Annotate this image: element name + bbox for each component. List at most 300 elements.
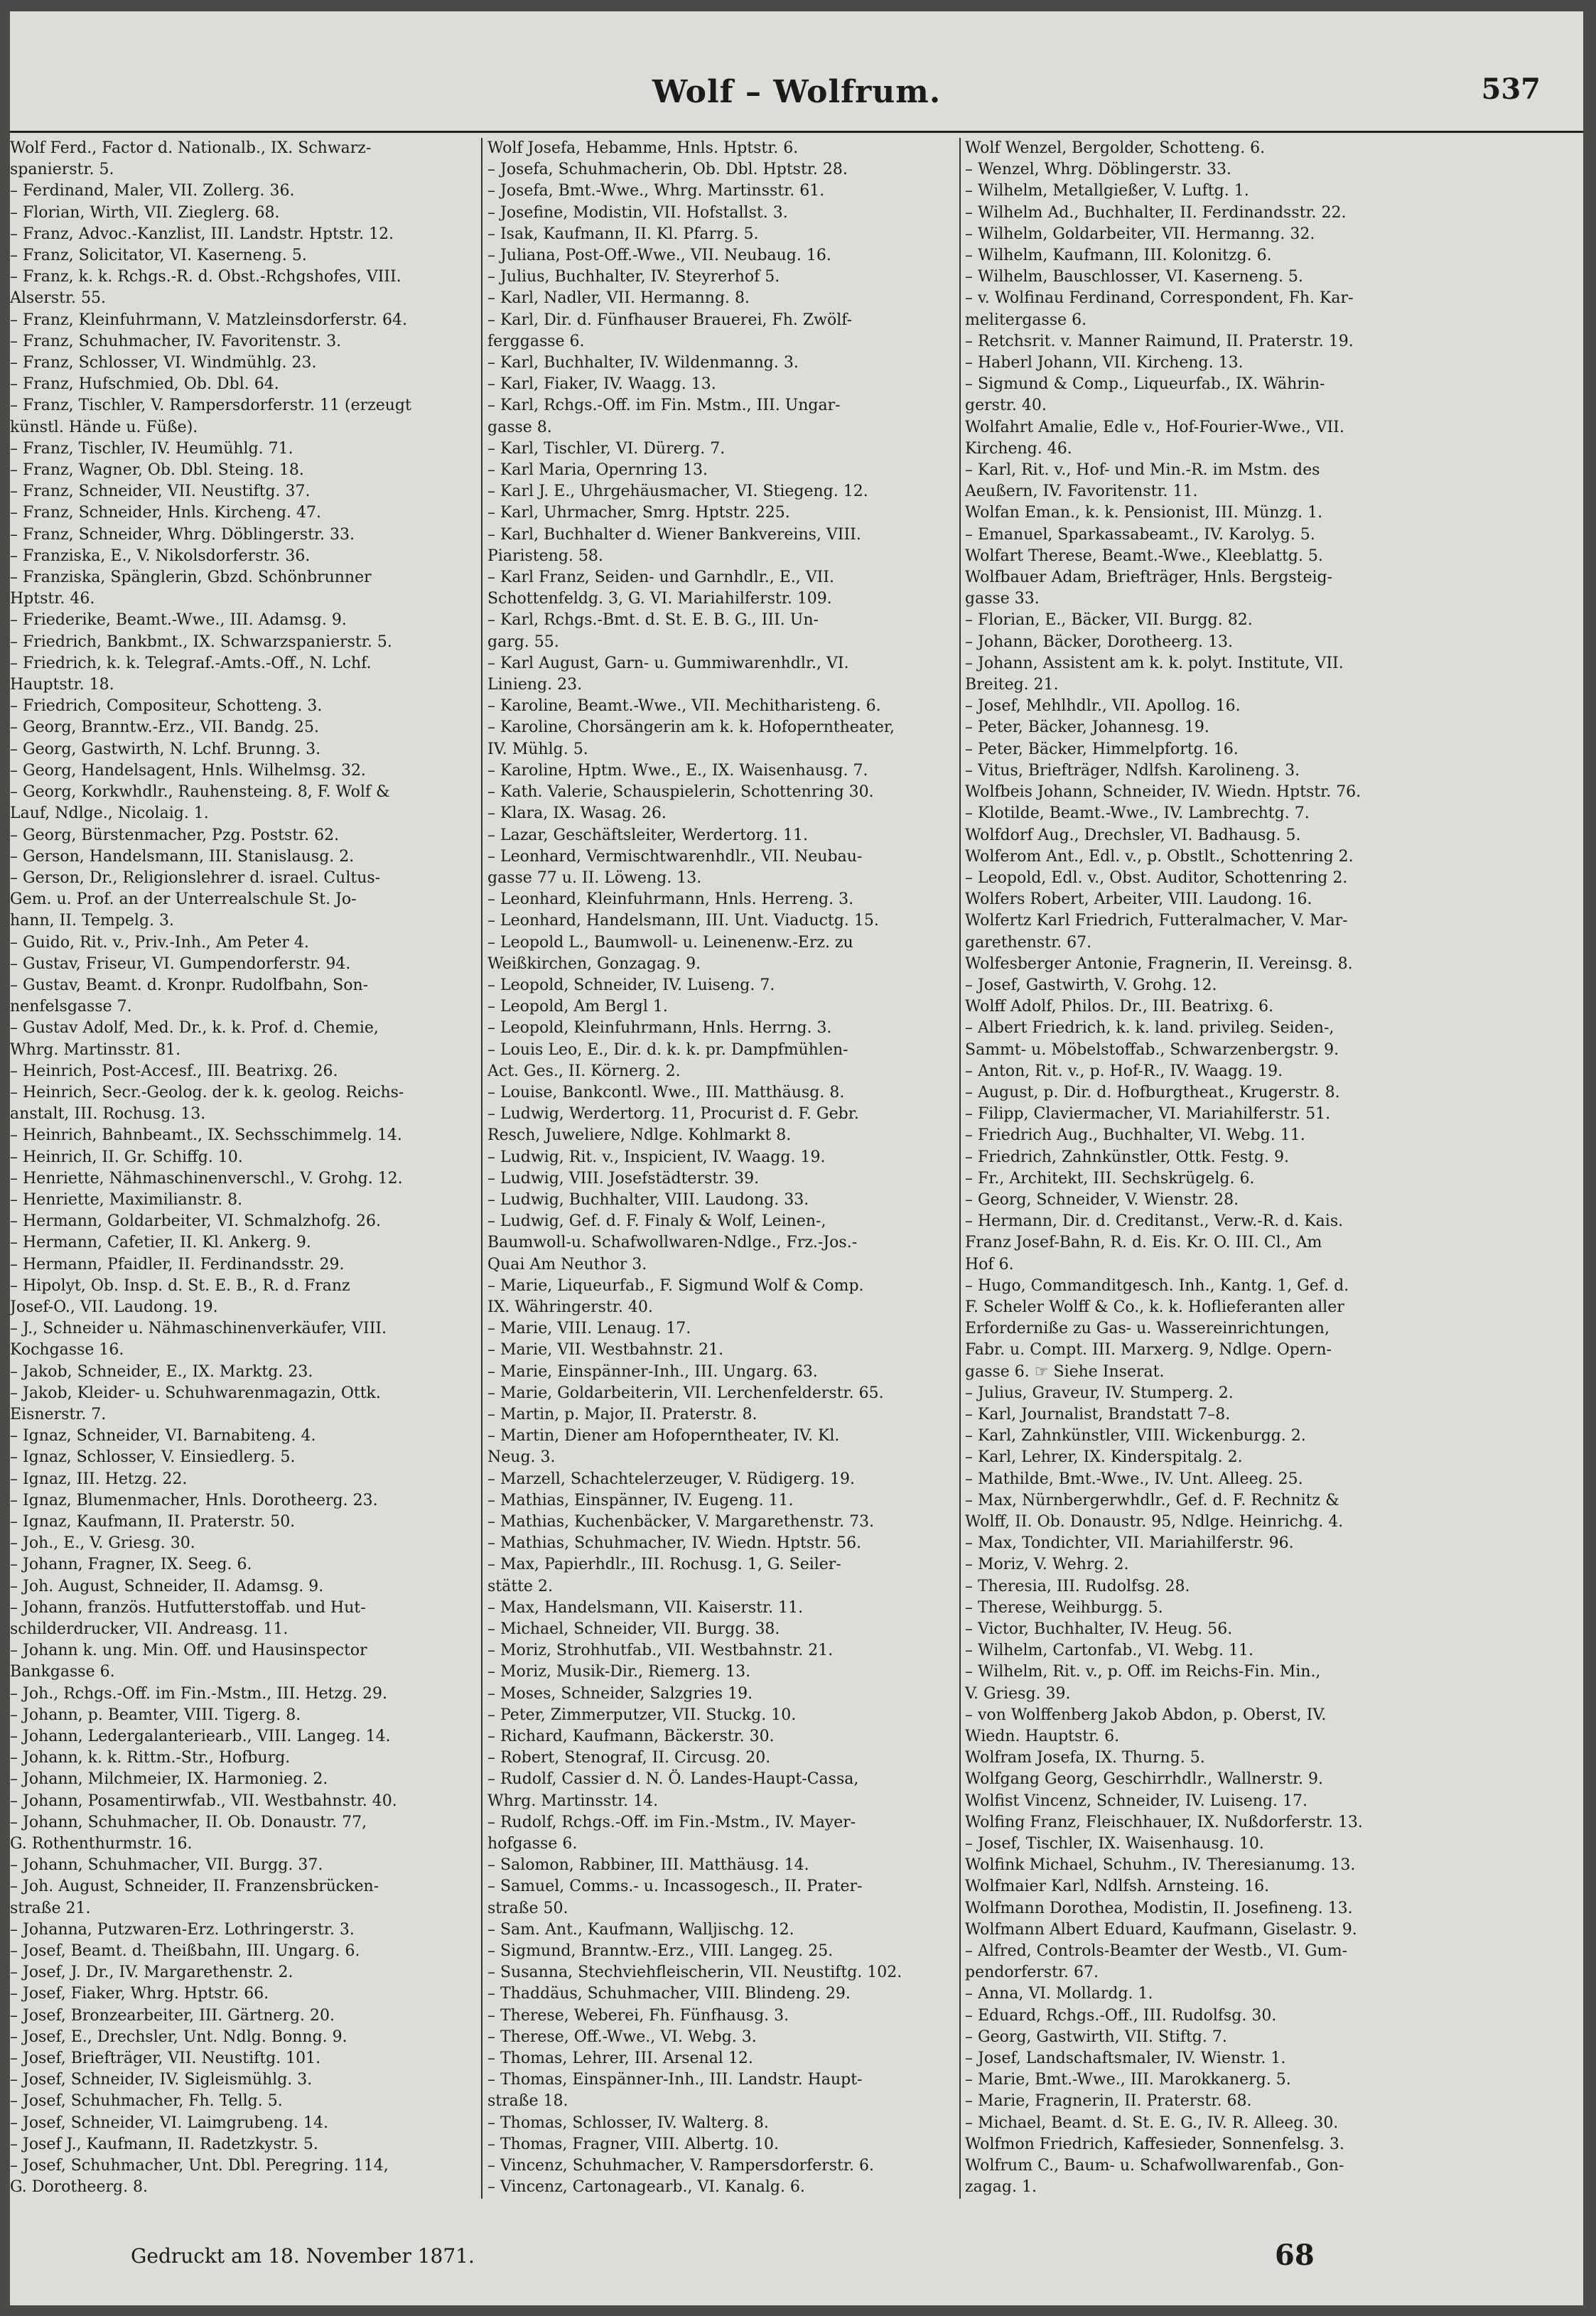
directory-entry: – Hugo, Commanditgesch. Inh., Kantg. 1, Gef. d. [965,1276,1349,1295]
directory-entry: – Heinrich, Post-Accesf., III. Beatrixg. 26. [10,1062,338,1080]
directory-entry: – Johann, Posamentirwfab., VII. Westbahnstr. 40. [10,1792,397,1810]
directory-entry: gasse 33. [965,590,1040,608]
directory-entry: – Leonhard, Handelsmann, III. Unt. Viaductg. 15. [487,912,879,930]
directory-entry: Neug. 3. [487,1448,556,1467]
directory-entry: Josef-O., VII. Laudong. 19. [10,1298,218,1316]
directory-entry: – Klara, IX. Wasag. 26. [487,804,667,823]
directory-entry: – Josef, Briefträger, VII. Neustiftg. 101. [10,2050,321,2068]
directory-entry: – Karl, Nadler, VII. Hermanng. 8. [487,289,750,308]
directory-entry: – Karl August, Garn- u. Gummiwarenhdlr., VI. [487,654,849,672]
directory-entry: – Filipp, Claviermacher, VI. Mariahilferstr. 51. [965,1105,1331,1124]
directory-entry: – Leonhard, Vermischtwarenhdlr., VII. Neubau- [487,847,863,866]
directory-entry: – Michael, Schneider, VII. Burgg. 38. [487,1620,780,1639]
directory-entry: – Georg, Bürstenmacher, Pzg. Poststr. 62. [10,826,340,844]
directory-entry: – Isak, Kaufmann, II. Kl. Pfarrg. 5. [487,225,759,243]
directory-entry: – Leopold, Kleinfuhrmann, Hnls. Herrng. 3. [487,1019,832,1038]
directory-entry: – Johann, Ledergalanteriearb., VIII. Langeg. 14. [10,1728,391,1746]
directory-entry: – Thomas, Schlosser, IV. Walterg. 8. [487,2113,769,2132]
directory-entry: – Ignaz, Schneider, VI. Barnabiteng. 4. [10,1427,316,1445]
page-title: Wolf – Wolfrum. [652,74,942,110]
directory-entry: zagag. 1. [965,2178,1037,2197]
directory-entry: – Vincenz, Cartonagearb., VI. Kanalg. 6. [487,2178,805,2197]
directory-entry: – Josef, Landschaftsmaler, IV. Wienstr. 1. [965,2050,1286,2068]
directory-entry: Kircheng. 46. [965,439,1072,458]
directory-entry: – Thomas, Lehrer, III. Arsenal 12. [487,2050,753,2068]
directory-entry: – J., Schneider u. Nähmaschinenverkäufer, VIII. [10,1320,387,1338]
directory-entry: – Rudolf, Rchgs.-Off. im Fin.-Mstm., IV. Mayer- [487,1813,856,1831]
column-divider [959,138,961,2199]
directory-entry: – Louis Leo, E., Dir. d. k. k. pr. Dampfmühlen- [487,1040,848,1059]
directory-entry: – Wilhelm, Cartonfab., VI. Webg. 11. [965,1642,1253,1660]
column-1 [10,138,476,2199]
directory-entry: garg. 55. [487,632,559,651]
directory-entry: – Josef, Gastwirth, V. Grohg. 12. [965,976,1217,994]
directory-entry: – Friederike, Beamt.-Wwe., III. Adamsg. 9. [10,611,347,630]
directory-entry: Aeußern, IV. Favoritenstr. 11. [965,483,1198,501]
directory-entry: – Julius, Graveur, IV. Stumperg. 2. [965,1384,1234,1402]
directory-entry: Alserstr. 55. [10,289,106,308]
column-3 [965,138,1576,2199]
directory-entry: – Moses, Schneider, Salzgries 19. [487,1684,753,1703]
directory-entry: Wolfbeis Johann, Schneider, IV. Wiedn. Hptstr. 76. [965,783,1362,802]
directory-entry: – Marie, Goldarbeiterin, VII. Lerchenfelderstr. 65. [487,1384,884,1402]
directory-entry: – Johann, Schuhmacher, II. Ob. Donaustr. 77, [10,1813,367,1831]
directory-entry: – Wilhelm, Bauschlosser, VI. Kaserneng. 5. [965,268,1303,286]
directory-entry: – Friedrich, Zahnkünstler, Ottk. Festg. 9. [965,1148,1289,1166]
directory-entry: gasse 8. [487,418,552,436]
directory-entry: – Josef, Schuhmacher, Unt. Dbl. Peregring. 114, [10,2157,389,2175]
directory-entry: Kochgasse 16. [10,1341,124,1359]
directory-entry: – Thaddäus, Schuhmacher, VIII. Blindeng. 29. [487,1985,851,2003]
directory-entry: – Josef, Fiaker, Whrg. Hptstr. 66. [10,1985,269,2003]
directory-entry: – Marie, Einspänner-Inh., III. Ungarg. 63. [487,1362,818,1381]
directory-entry: – Josef, Mehlhdlr., VII. Apollog. 16. [965,697,1241,716]
directory-entry: Whrg. Martinsstr. 14. [487,1792,659,1810]
directory-entry: – Josef, Schuhmacher, Fh. Tellg. 5. [10,2092,283,2111]
directory-entry: – Johann, Schuhmacher, VII. Burgg. 37. [10,1856,323,1875]
directory-entry: G. Rothenthurmstr. 16. [10,1835,193,1853]
directory-entry: – Franz, Hufschmied, Ob. Dbl. 64. [10,375,279,394]
header-rule [10,131,1583,133]
directory-entry: – Ignaz, Schlosser, V. Einsiedlerg. 5. [10,1448,296,1467]
directory-entry: – Louise, Bankcontl. Wwe., III. Matthäusg. 8. [487,1083,845,1102]
directory-entry: Wolfan Eman., k. k. Pensionist, III. Münzg. 1. [965,504,1323,522]
directory-entry: straße 50. [487,1899,568,1917]
directory-entry: – Ludwig, Gef. d. F. Finaly & Wolf, Leinen-, [487,1212,826,1231]
directory-entry: – Johanna, Putzwaren-Erz. Lothringerstr. 3. [10,1920,355,1939]
directory-entry: – Johann, Assistent am k. k. polyt. Institute, VII. [965,654,1344,672]
directory-entry: Hof 6. [965,1255,1014,1273]
directory-entry: – Georg, Handelsagent, Hnls. Wilhelmsg. 32. [10,761,366,780]
directory-entry: – von Wolffenberg Jakob Abdon, p. Oberst, IV. [965,1706,1327,1724]
directory-entry: – Wenzel, Whrg. Döblingerstr. 33. [965,161,1232,179]
directory-entry: – Susanna, Stechviehfleischerin, VII. Neustiftg. 102. [487,1964,902,1982]
directory-entry: – Klotilde, Beamt.-Wwe., IV. Lambrechtg. 7. [965,804,1310,823]
directory-page [10,11,1583,2305]
directory-entry: – Michael, Beamt. d. St. E. G., IV. R. Alleeg. 30. [965,2113,1339,2132]
directory-entry: – Gustav, Beamt. d. Kronpr. Rudolfbahn, Son- [10,976,369,994]
directory-entry: – Friedrich Aug., Buchhalter, VI. Webg. 11. [965,1126,1305,1145]
directory-entry: – Ludwig, Werdertorg. 11, Procurist d. F. Gebr. [487,1105,859,1124]
directory-entry: – Heinrich, Bahnbeamt., IX. Sechsschimmelg. 14. [10,1126,402,1145]
directory-entry: – Georg, Schneider, V. Wienstr. 28. [965,1190,1239,1209]
directory-entry: Wolfertz Karl Friedrich, Futteralmacher, V. Mar- [965,912,1348,930]
directory-entry: – Salomon, Rabbiner, III. Matthäusg. 14. [487,1856,809,1875]
directory-entry: – Johann, p. Beamter, VIII. Tigerg. 8. [10,1706,301,1724]
directory-entry: – Joh., Rchgs.-Off. im Fin.-Mstm., III. Hetzg. 29. [10,1684,387,1703]
directory-entry: – Friedrich, k. k. Telegraf.-Amts.-Off., N. Lchf. [10,654,372,672]
directory-entry: – Josef, E., Drechsler, Unt. Ndlg. Bonng. 9. [10,2027,347,2046]
directory-entry: melitergasse 6. [965,311,1087,329]
directory-entry: – Rudolf, Cassier d. N. Ö. Landes-Haupt-Cassa, [487,1770,859,1789]
directory-entry: Hauptstr. 18. [10,676,114,694]
directory-entry: – Josef, Schneider, IV. Sigleismühlg. 3. [10,2071,313,2089]
directory-entry: Wolfmon Friedrich, Kaffesieder, Sonnenfelsg. 3. [965,2135,1344,2153]
directory-entry: pendorferstr. 67. [965,1964,1099,1982]
directory-entry: – Guido, Rit. v., Priv.-Inh., Am Peter 4. [10,933,309,952]
directory-entry: – Karoline, Beamt.-Wwe., VII. Mechitharisteng. 6. [487,697,881,716]
directory-entry: – Johann, k. k. Rittm.-Str., Hofburg. [10,1749,291,1767]
directory-entry: – Marie, Liqueurfab., F. Sigmund Wolf & Comp. [487,1276,864,1295]
directory-entry: – Retchsrit. v. Manner Raimund, II. Praterstr. 19. [965,332,1354,350]
column-2 [487,138,954,2199]
directory-entry: – Mathilde, Bmt.-Wwe., IV. Unt. Alleeg. 25. [965,1470,1303,1488]
directory-entry: – Kath. Valerie, Schauspielerin, Schottenring 30. [487,783,874,802]
directory-entry: Wolferom Ant., Edl. v., p. Obstlt., Schottenring 2. [965,847,1354,866]
directory-entry: – Wilhelm, Metallgießer, V. Luftg. 1. [965,182,1249,200]
directory-entry: Wolfart Therese, Beamt.-Wwe., Kleeblattg. 5. [965,546,1323,565]
directory-entry: Schottenfeldg. 3, G. VI. Mariahilferstr. 109. [487,590,832,608]
directory-entry: Wolfmaier Karl, Ndlfsh. Arnsteing. 16. [965,1878,1270,1896]
directory-entry: Hptstr. 46. [10,590,95,608]
directory-entry: – Johann, Bäcker, Dorotheerg. 13. [965,632,1233,651]
directory-entry: Wolfers Robert, Arbeiter, VIII. Laudong. 16. [965,890,1312,909]
directory-entry: – Richard, Kaufmann, Bäckerstr. 30. [487,1728,775,1746]
directory-entry: – Wilhelm, Goldarbeiter, VII. Hermanng. 32. [965,225,1315,243]
directory-entry: – Wilhelm, Rit. v., p. Off. im Reichs-Fin. Min., [965,1663,1321,1681]
column-divider [481,138,482,2199]
directory-entry: – Josefa, Schuhmacherin, Ob. Dbl. Hptstr. 28. [487,161,848,179]
directory-entry: Wolff, II. Ob. Donaustr. 95, Ndlge. Heinrichg. 4. [965,1513,1344,1531]
directory-entry: Act. Ges., II. Körnerg. 2. [487,1062,681,1080]
page-header [10,11,1583,125]
directory-entry: – Leopold L., Baumwoll- u. Leinenenw.-Erz. zu [487,933,853,952]
directory-entry: Wolfesberger Antonie, Fragnerin, II. Vereinsg. 8. [965,954,1353,973]
directory-entry: – Leopold, Am Bergl 1. [487,998,668,1016]
directory-entry: Wolfmann Albert Eduard, Kaufmann, Giselastr. 9. [965,1920,1357,1939]
directory-entry: Wolfahrt Amalie, Edle v., Hof-Fourier-Wwe., VII. [965,418,1344,436]
directory-entry: – Gustav Adolf, Med. Dr., k. k. Prof. d. Chemie, [10,1019,379,1038]
directory-entry: – Mathias, Schuhmacher, IV. Wiedn. Hptstr. 56. [487,1534,862,1553]
directory-entry: – Thomas, Einspänner-Inh., III. Landstr. Haupt- [487,2071,863,2089]
directory-entry: – Anton, Rit. v., p. Hof-R., IV. Waagg. 19. [965,1062,1283,1080]
directory-entry: – Karl, Journalist, Brandstatt 7–8. [965,1405,1231,1423]
directory-entry: – Karoline, Chorsängerin am k. k. Hofoperntheater, [487,718,895,737]
directory-entry: – Florian, E., Bäcker, VII. Burgg. 82. [965,611,1253,630]
directory-entry: – Emanuel, Sparkassabeamt., IV. Karolyg. 5. [965,525,1315,544]
directory-entry: G. Dorotheerg. 8. [10,2178,149,2197]
directory-entry: – Vitus, Briefträger, Ndlfsh. Karolineng. 3. [965,761,1300,780]
directory-entry: Wolfbauer Adam, Briefträger, Hnls. Bergsteig- [965,569,1333,587]
directory-entry: – Franz, Schneider, Hnls. Kircheng. 47. [10,504,322,522]
directory-entry: – Hermann, Pfaidler, II. Ferdinandsstr. 29. [10,1255,345,1273]
directory-entry: – Karl, Tischler, VI. Dürerg. 7. [487,439,726,458]
directory-entry: – Franz, Tischler, IV. Heumühlg. 71. [10,439,293,458]
directory-entry: – Karl Maria, Opernring 13. [487,461,708,480]
directory-entry: Wolfmann Dorothea, Modistin, II. Josefineng. 13. [965,1899,1353,1917]
directory-entry: – Therese, Weihburgg. 5. [965,1598,1163,1617]
directory-entry: – Karl J. E., Uhrgehäusmacher, VI. Stiegeng. 12. [487,483,868,501]
directory-entry: ferggasse 6. [487,332,585,350]
directory-entry: – Karl, Lehrer, IX. Kinderspitalg. 2. [965,1448,1243,1467]
directory-entry: Wolfram Josefa, IX. Thurng. 5. [965,1749,1205,1767]
directory-entry: – Theresia, III. Rudolfsg. 28. [965,1577,1190,1595]
directory-entry: – Friedrich, Bankbmt., IX. Schwarzspanierstr. 5. [10,632,392,651]
directory-entry: – Mathias, Einspänner, IV. Eugeng. 11. [487,1491,794,1509]
directory-entry: Sammt- u. Möbelstoffab., Schwarzenbergstr. 9. [965,1040,1339,1059]
directory-entry: – Victor, Buchhalter, IV. Heug. 56. [965,1620,1233,1639]
directory-entry: – Johann, französ. Hutfutterstoffab. und Hut- [10,1598,366,1617]
directory-entry: – Fr., Architekt, III. Sechskrügelg. 6. [965,1169,1255,1187]
page-footer [10,2236,1583,2285]
directory-entry: Baumwoll-u. Schafwollwaren-Ndlge., Frz.-Jos.- [487,1234,858,1252]
directory-entry: – Max, Tondichter, VII. Mariahilferstr. 96. [965,1534,1294,1553]
directory-entry: hofgasse 6. [487,1835,578,1853]
directory-entry: – Heinrich, II. Gr. Schiffg. 10. [10,1148,243,1166]
directory-entry: Wolfink Michael, Schuhm., IV. Theresianumg. 13. [965,1856,1356,1875]
directory-entry: – Franz, Advoc.-Kanzlist, III. Landstr. Hptstr. 12. [10,225,394,243]
directory-entry: – Mathias, Kuchenbäcker, V. Margarethenstr. 73. [487,1513,875,1531]
directory-entry: – August, p. Dir. d. Hofburgtheat., Krugerstr. 8. [965,1083,1340,1102]
directory-entry: – Florian, Wirth, VII. Zieglerg. 68. [10,203,280,222]
directory-entry: Wolfgang Georg, Geschirrhdlr., Wallnerstr. 9. [965,1770,1324,1789]
directory-entry: – Karl, Uhrmacher, Smrg. Hptstr. 225. [487,504,790,522]
directory-entry: – Georg, Gastwirth, N. Lchf. Brunng. 3. [10,740,321,758]
directory-entry: Lauf, Ndlge., Nicolaig. 1. [10,804,209,823]
directory-entry: – Ferdinand, Maler, VII. Zollerg. 36. [10,182,295,200]
directory-entry: – Franz, Schuhmacher, IV. Favoritenstr. 3. [10,332,342,350]
directory-entry: – Karl, Rchgs.-Bmt. d. St. E. B. G., III. Un- [487,611,819,630]
directory-entry: – Karl, Dir. d. Fünfhauser Brauerei, Fh. Zwölf- [487,311,853,329]
directory-entry: – Franz, Schneider, VII. Neustiftg. 37. [10,483,311,501]
directory-entry: – Anna, VI. Mollardg. 1. [965,1985,1153,2003]
directory-entry: – Johann, Milchmeier, IX. Harmonieg. 2. [10,1770,328,1789]
directory-entry: – Gerson, Dr., Religionslehrer d. israel. Cultus- [10,868,381,887]
directory-entry: – Johann, Fragner, IX. Seeg. 6. [10,1556,252,1574]
directory-entry: – Joh., E., V. Griesg. 30. [10,1534,195,1553]
directory-entry: – Franz, k. k. Rchgs.-R. d. Obst.-Rchgshofes, VIII. [10,268,401,286]
directory-entry: – Ignaz, Kaufmann, II. Praterstr. 50. [10,1513,296,1531]
directory-entry: Wolf Josefa, Hebamme, Hnls. Hptstr. 6. [487,139,799,157]
directory-entry: – Franz, Schlosser, VI. Windmühlg. 23. [10,354,317,372]
directory-entry: – Joh. August, Schneider, II. Adamsg. 9. [10,1577,324,1595]
directory-entry: – Moriz, Musik-Dir., Riemerg. 13. [487,1663,751,1681]
directory-entry: Linieng. 23. [487,676,583,694]
directory-entry: – Wilhelm, Kaufmann, III. Kolonitzg. 6. [965,247,1272,265]
directory-entry: – Gerson, Handelsmann, III. Stanislausg. 2. [10,847,355,866]
directory-entry: – Peter, Bäcker, Johannesg. 19. [965,718,1209,737]
directory-entry: garethenstr. 67. [965,933,1092,952]
directory-entry: – Leopold, Schneider, IV. Luiseng. 7. [487,976,775,994]
directory-entry: – Martin, Diener am Hofoperntheater, IV. Kl. [487,1427,840,1445]
directory-entry: – Albert Friedrich, k. k. land. privileg. Seiden-, [965,1019,1335,1038]
directory-entry: Quai Am Neuthor 3. [487,1255,647,1273]
directory-entry: – Franz, Kleinfuhrmann, V. Matzleinsdorferstr. 64. [10,311,408,329]
directory-entry: – Marzell, Schachtelerzeuger, V. Rüdigerg. 19. [487,1470,855,1488]
directory-entry: – Heinrich, Secr.-Geolog. der k. k. geolog. Reichs- [10,1083,404,1102]
directory-entry: – Thomas, Fragner, VIII. Albertg. 10. [487,2135,779,2153]
directory-entry: – Georg, Korkwhdlr., Rauhensteing. 8, F. Wolf & [10,783,390,802]
directory-entry: IV. Mühlg. 5. [487,740,588,758]
directory-entry: – Therese, Weberei, Fh. Fünfhausg. 3. [487,2006,789,2025]
directory-entry: – Hermann, Dir. d. Creditanst., Verw.-R. d. Kais. [965,1212,1344,1231]
directory-entry: – Ludwig, VIII. Josefstädterstr. 39. [487,1169,760,1187]
directory-entry: spanierstr. 5. [10,161,114,179]
directory-entry: Resch, Juweliere, Ndlge. Kohlmarkt 8. [487,1126,792,1145]
directory-entry: – Ignaz, Blumenmacher, Hnls. Dorotheerg. 23. [10,1491,378,1509]
directory-entry: – Karl, Fiaker, IV. Waagg. 13. [487,375,716,394]
directory-entry: – Ignaz, III. Hetzg. 22. [10,1470,188,1488]
directory-entry: – Hipolyt, Ob. Insp. d. St. E. B., R. d. Franz [10,1276,350,1295]
directory-entry: – Marie, Fragnerin, II. Praterstr. 68. [965,2092,1252,2111]
directory-entry: – Josef, Beamt. d. Theißbahn, III. Ungarg. 6. [10,1942,360,1961]
directory-entry: Gem. u. Prof. an der Unterrealschule St. Jo- [10,890,357,909]
page-number: 537 [1481,72,1541,106]
directory-entry: gasse 77 u. II. Löweng. 13. [487,868,702,887]
directory-entry: – Karl, Zahnkünstler, VIII. Wickenburgg. 2. [965,1427,1306,1445]
directory-entry: – Marie, VIII. Lenaug. 17. [487,1320,691,1338]
directory-entry: – Karl, Buchhalter, IV. Wildenmanng. 3. [487,354,799,372]
directory-entry: – Karl, Buchhalter d. Wiener Bankvereins, VIII. [487,525,861,544]
directory-entry: straße 18. [487,2092,568,2111]
directory-entry: – Gustav, Friseur, VI. Gumpendorferstr. 94. [10,954,351,973]
directory-entry: – Henriette, Maximilianstr. 8. [10,1190,243,1209]
directory-entry: – Lazar, Geschäftsleiter, Werdertorg. 11. [487,826,808,844]
directory-entry: Wolf Ferd., Factor d. Nationalb., IX. Schwarz- [10,139,372,157]
directory-entry: – Samuel, Comms.- u. Incassogesch., II. Prater- [487,1878,863,1896]
directory-entry: – Max, Papierhdlr., III. Rochusg. 1, G. Seiler- [487,1556,841,1574]
directory-entry: hann, II. Tempelg. 3. [10,912,175,930]
directory-entry: Piaristeng. 58. [487,546,603,565]
directory-entry: – Henriette, Nähmaschinenverschl., V. Grohg. 12. [10,1169,403,1187]
directory-entry: – Georg, Gastwirth, VII. Stiftg. 7. [965,2027,1227,2046]
directory-entry: Erforderniße zu Gas- u. Wassereinrichtungen, [965,1320,1330,1338]
directory-entry: V. Griesg. 39. [965,1684,1071,1703]
directory-entry: Whrg. Martinsstr. 81. [10,1040,181,1059]
directory-entry: – Max, Handelsmann, VII. Kaiserstr. 11. [487,1598,804,1617]
directory-entry: IX. Währingerstr. 40. [487,1298,653,1316]
directory-entry: nenfelsgasse 7. [10,998,132,1016]
directory-entry: – Karoline, Hptm. Wwe., E., IX. Waisenhausg. 7. [487,761,868,780]
directory-entry: – Alfred, Controls-Beamter der Westb., VI. Gum- [965,1942,1348,1961]
directory-entry: – Leopold, Edl. v., Obst. Auditor, Schottenring 2. [965,868,1348,887]
directory-entry: – Sigmund, Branntw.-Erz., VIII. Langeg. 25. [487,1942,834,1961]
directory-entry: Bankgasse 6. [10,1663,115,1681]
directory-entry: – Josefa, Bmt.-Wwe., Whrg. Martinsstr. 61. [487,182,825,200]
directory-entry: – Haberl Johann, VII. Kircheng. 13. [965,354,1244,372]
directory-entry: Weißkirchen, Gonzagag. 9. [487,954,701,973]
directory-entry: Wolfrum C., Baum- u. Schafwollwarenfab., Gon- [965,2157,1344,2175]
directory-entry: künstl. Hände u. Füße). [10,418,198,436]
directory-entry: – Sigmund & Comp., Liqueurfab., IX. Währin- [965,375,1325,394]
directory-entry: – Franz, Tischler, V. Rampersdorferstr. 11 (erzeugt [10,397,411,415]
directory-entry: – Vincenz, Schuhmacher, V. Rampersdorferstr. 6. [487,2157,874,2175]
directory-entry: – Hermann, Goldarbeiter, VI. Schmalzhofg. 26. [10,1212,382,1231]
directory-entry: – Leonhard, Kleinfuhrmann, Hnls. Herreng. 3. [487,890,854,909]
directory-entry: – Josef, J. Dr., IV. Margarethenstr. 2. [10,1964,293,1982]
directory-entry: – Peter, Bäcker, Himmelpfortg. 16. [965,740,1239,758]
directory-entry: – Jakob, Schneider, E., IX. Marktg. 23. [10,1362,313,1381]
directory-entry: – Therese, Off.-Wwe., VI. Webg. 3. [487,2027,757,2046]
directory-entry: – Franziska, E., V. Nikolsdorferstr. 36. [10,546,311,565]
directory-entry: gerstr. 40. [965,397,1047,415]
directory-entry: – Joh. August, Schneider, II. Franzensbrücken- [10,1878,379,1896]
directory-entry: – Juliana, Post-Off.-Wwe., VII. Neubaug. 16. [487,247,831,265]
directory-entry: – Franziska, Spänglerin, Gbzd. Schönbrunner [10,569,372,587]
directory-entry: – Friedrich, Compositeur, Schotteng. 3. [10,697,323,716]
directory-entry: – Wilhelm Ad., Buchhalter, II. Ferdinandsstr. 22. [965,203,1347,222]
directory-entry: anstalt, III. Rochusg. 13. [10,1105,206,1124]
directory-entry: Franz Josef-Bahn, R. d. Eis. Kr. O. III. Cl., Am [965,1234,1322,1252]
print-date: Gedruckt am 18. November 1871. [131,2244,475,2268]
directory-entry: – Eduard, Rchgs.-Off., III. Rudolfsg. 30. [965,2006,1277,2025]
directory-entry: – Franz, Wagner, Ob. Dbl. Steing. 18. [10,461,304,480]
directory-entry: Breiteg. 21. [965,676,1059,694]
directory-entry: schilderdrucker, VII. Andreasg. 11. [10,1620,289,1639]
directory-entry: Wolff Adolf, Philos. Dr., III. Beatrixg. 6. [965,998,1274,1016]
directory-entry: – Josef, Schneider, VI. Laimgrubeng. 14. [10,2113,328,2132]
directory-entry: – Marie, VII. Westbahnstr. 21. [487,1341,724,1359]
directory-entry: – Moriz, Strohhutfab., VII. Westbahnstr. 21. [487,1642,834,1660]
directory-entry: gasse 6. ☞ Siehe Inserat. [965,1362,1165,1381]
directory-entry: – Sam. Ant., Kaufmann, Walljischg. 12. [487,1920,794,1939]
directory-entry: – v. Wolfinau Ferdinand, Correspondent, Fh. Kar- [965,289,1354,308]
directory-entry: – Marie, Bmt.-Wwe., III. Marokkanerg. 5. [965,2071,1291,2089]
directory-entry: Wiedn. Hauptstr. 6. [965,1728,1120,1746]
directory-entry: – Peter, Zimmerputzer, VII. Stuckg. 10. [487,1706,797,1724]
directory-entry: – Georg, Branntw.-Erz., VII. Bandg. 25. [10,718,320,737]
directory-entry: – Karl, Rit. v., Hof- und Min.-R. im Mstm. des [965,461,1320,480]
directory-entry: – Franz, Solicitator, VI. Kaserneng. 5. [10,247,307,265]
sheet-number: 68 [1275,2239,1315,2272]
directory-entry: Wolfist Vincenz, Schneider, IV. Luiseng. 17. [965,1792,1308,1810]
directory-entry: Wolfdorf Aug., Drechsler, VI. Badhausg. 5. [965,826,1301,844]
directory-entry: – Robert, Stenograf, II. Circusg. 20. [487,1749,771,1767]
directory-entry: Wolf Wenzel, Bergolder, Schotteng. 6. [965,139,1266,157]
directory-entry: – Max, Nürnbergerwhdlr., Gef. d. F. Rechnitz & [965,1491,1339,1509]
directory-entry: – Josef, Bronzearbeiter, III. Gärtnerg. 20. [10,2006,335,2025]
directory-entry: – Hermann, Cafetier, II. Kl. Ankerg. 9. [10,1234,311,1252]
directory-entry: – Jakob, Kleider- u. Schuhwarenmagazin, Ottk. [10,1384,381,1402]
directory-entry: – Franz, Schneider, Whrg. Döblingerstr. 33. [10,525,355,544]
directory-entry: – Martin, p. Major, II. Praterstr. 8. [487,1405,757,1423]
directory-entry: – Ludwig, Rit. v., Inspicient, IV. Waagg. 19. [487,1148,826,1166]
directory-entry: Eisnerstr. 7. [10,1405,107,1423]
directory-entry: – Julius, Buchhalter, IV. Steyrerhof 5. [487,268,780,286]
directory-entry: – Josef J., Kaufmann, II. Radetzkystr. 5. [10,2135,318,2153]
directory-entry: – Josef, Tischler, IX. Waisenhausg. 10. [965,1835,1264,1853]
directory-entry: – Ludwig, Buchhalter, VIII. Laudong. 33. [487,1190,809,1209]
directory-entry: – Karl Franz, Seiden- und Garnhdlr., E., VII. [487,569,835,587]
directory-entry: Wolfing Franz, Fleischhauer, IX. Nußdorferstr. 13. [965,1813,1363,1831]
directory-entry: – Josefine, Modistin, VII. Hofstallst. 3. [487,203,788,222]
directory-entry: – Johann k. ung. Min. Off. und Hausinspector [10,1642,367,1660]
directory-entry: F. Scheler Wolff & Co., k. k. Hoflieferanten aller [965,1298,1344,1316]
directory-entry: – Moriz, V. Wehrg. 2. [965,1556,1129,1574]
directory-entry: stätte 2. [487,1577,553,1595]
directory-entry: Fabr. u. Compt. III. Marxerg. 9, Ndlge. Opern- [965,1341,1332,1359]
directory-entry: – Karl, Rchgs.-Off. im Fin. Mstm., III. Ungar- [487,397,841,415]
